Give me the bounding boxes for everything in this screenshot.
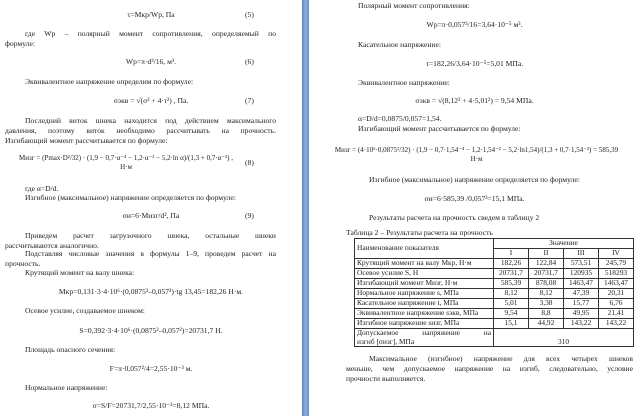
paragraph: Осевое усилие, создаваемое шнеком: xyxy=(25,306,145,315)
formula-number: (8) xyxy=(245,158,254,167)
row-value: 122,84 xyxy=(529,259,564,269)
paragraph: Эквивалентное напряжение определим по формуле: xyxy=(25,77,194,86)
table-row xyxy=(355,319,634,329)
row-value: 20731,7 xyxy=(494,269,529,279)
paragraph: где Wр – полярный момент сопротивления, определяемый по xyxy=(25,29,276,38)
paragraph: Изгибающий момент рассчитывается по формуле: xyxy=(5,136,168,145)
paragraph: Последний виток шнека находится под действием максимального xyxy=(25,116,276,125)
formula-6: Wр=π·d³/16, м³. xyxy=(125,57,177,66)
paragraph: Приведем расчет загрузочного шнека, остальные шнеки xyxy=(25,231,276,240)
row-name: Касательное напряжение t, МПа xyxy=(355,299,494,309)
paragraph: прочность. xyxy=(5,259,41,268)
formula-number: (9) xyxy=(245,211,254,220)
paragraph: Полярный момент сопротивления: xyxy=(358,1,470,10)
formula: F=π·0,057²/4=2,55·10⁻³ м. xyxy=(109,364,193,373)
row-value: 585,39 xyxy=(494,279,529,289)
paragraph: Нормальное напряжение: xyxy=(25,383,108,392)
row-value: 15,1 xyxy=(494,319,529,329)
right-page xyxy=(309,0,640,416)
paragraph: Изгибное (максимальное) напряжение определяется по формуле: xyxy=(25,193,236,202)
row-value: 8,8 xyxy=(529,309,564,319)
paragraph: Эквивалентное напряжение: xyxy=(358,78,450,87)
row-name: Изгибающий момент Mизг, Н·м xyxy=(355,279,494,289)
paragraph: Максимальное (изгибное) напряжение для всех четырех шнеков xyxy=(369,354,633,363)
formula-5: τ=Mкр/Wр, Па xyxy=(127,10,175,19)
row-value: 245,79 xyxy=(599,259,634,269)
formula: σ=S/F=20731,7/2,55·10⁻³=8,12 МПа. xyxy=(92,401,210,410)
header-name: Наименование показателя xyxy=(355,239,494,259)
formula-9: σи=6·Mизг/d², Па xyxy=(122,211,180,220)
page-separator xyxy=(302,0,309,416)
formula-8: Mизг = (Pmax·D²/32) · (1,9 − 0,7·α⁻⁴ − 1,2·α⁻² − 5,2·ln α)/(1,3 + 0,7·α⁻²) , Н·м xyxy=(19,154,233,171)
row-value: 3,38 xyxy=(529,299,564,309)
row-value: 8,12 xyxy=(529,289,564,299)
table-row xyxy=(355,279,634,289)
table-header-row xyxy=(355,239,634,249)
table-row xyxy=(355,309,634,319)
paragraph: Касательное напряжение: xyxy=(358,40,441,49)
paragraph: Результаты расчета на прочность сведем в таблицу 2 xyxy=(369,213,540,222)
paragraph: Крутящий момент на валу шнека: xyxy=(25,268,135,277)
paragraph: давления, поэтому виток необходимо рассчитывать на прочность. xyxy=(5,126,276,135)
formula: Mизг = (4·10⁶·0,0875²/32) · (1,9 − 0,7·1,54⁻⁴ − 1,2·1,54⁻² − 5,2·ln1,54)/(1,3 + 0,7·1,54⁻²) = 585,39 Н·м xyxy=(334,146,619,163)
table-row xyxy=(355,269,634,279)
row-value: 143,22 xyxy=(599,319,634,329)
results-table xyxy=(354,238,634,347)
row-value: 6,76 xyxy=(599,299,634,309)
paragraph: Изгибающий момент рассчитывается по формуле: xyxy=(358,124,521,133)
table-caption: Таблица 2 – Результаты расчета на прочность xyxy=(346,228,493,237)
row-value: 47,39 xyxy=(564,289,599,299)
paragraph: где α=D/d. xyxy=(25,184,59,193)
paragraph: рассчитываются аналогично. xyxy=(5,241,99,250)
row-value: 310 xyxy=(494,329,634,347)
row-value: 9,54 xyxy=(494,309,529,319)
row-value: 44,92 xyxy=(529,319,564,329)
row-name: Эквивалентное напряжение sэкв, МПа xyxy=(355,309,494,319)
header-col: IV xyxy=(599,249,634,259)
table-row xyxy=(355,329,634,347)
row-value: 1463,47 xyxy=(564,279,599,289)
row-value: 182,26 xyxy=(494,259,529,269)
row-value: 20,31 xyxy=(599,289,634,299)
row-value: 15,77 xyxy=(564,299,599,309)
row-name: Осевое усилие S, Н xyxy=(355,269,494,279)
formula-number: (6) xyxy=(245,57,254,66)
row-value: 8,12 xyxy=(494,289,529,299)
row-value: 49,95 xyxy=(564,309,599,319)
formula-number: (7) xyxy=(245,96,254,105)
header-col: I xyxy=(494,249,529,259)
formula: S=0,392·3·4·10⁶·(0,0875²–0,057²)=20731,7 Н. xyxy=(79,326,223,335)
formula-7: σэкв = √(σ² + 4·τ²) , Па. xyxy=(113,96,189,105)
row-name xyxy=(355,329,494,347)
paragraph: меньше, чем допускаемое напряжение на изгиб, следовательно, условие xyxy=(346,364,633,373)
formula: τ=182,26/3,64·10⁻⁵=5,01 МПа. xyxy=(425,59,524,68)
row-name-line: изгиб [σизг], МПа xyxy=(357,336,415,346)
formula: Mкр=0,131·3·4·10⁶·(0,0875³–0,057³)·tg 13,45=182,26 Н·м. xyxy=(58,287,244,296)
header-col: II xyxy=(529,249,564,259)
row-value: 21,41 xyxy=(599,309,634,319)
row-value: 518293 xyxy=(599,269,634,279)
row-name: Крутящий момент на валу Mкр, Н·м xyxy=(355,259,494,269)
paragraph: формуле: xyxy=(5,39,35,48)
formula: σэкв = √(8,12² + 4·5,01²) = 9,54 МПа. xyxy=(415,96,534,105)
formula-number: (5) xyxy=(245,10,254,19)
left-page xyxy=(0,0,302,416)
table-row xyxy=(355,289,634,299)
formula: σи=6·585,39 /0,057³=15,1 МПа. xyxy=(424,194,525,203)
table-row xyxy=(355,259,634,269)
paragraph: Изгибное (максимальное) напряжение определяется по формуле: xyxy=(369,175,580,184)
row-value: 143,22 xyxy=(564,319,599,329)
row-value: 120935 xyxy=(564,269,599,279)
row-name: Нормальное напряжение s, МПа xyxy=(355,289,494,299)
row-value: 20731,7 xyxy=(529,269,564,279)
paragraph: Площадь опасного сечения: xyxy=(25,345,116,354)
formula: Wр=π·0,057³/16=3,64·10⁻⁵ м³. xyxy=(426,20,523,29)
row-value: 1463,47 xyxy=(599,279,634,289)
paragraph: Подставляя числовые значения в формулы 1–9, проведем расчет на xyxy=(25,249,276,258)
row-name: Изгибное напряжение sизг, МПа xyxy=(355,319,494,329)
header-col: III xyxy=(564,249,599,259)
row-value: 573,51 xyxy=(564,259,599,269)
header-value: Значение xyxy=(494,239,634,249)
row-value: 5,01 xyxy=(494,299,529,309)
paragraph: α=D/d=0,0875/0,057=1,54. xyxy=(358,114,442,123)
row-value: 878,08 xyxy=(529,279,564,289)
table-row xyxy=(355,299,634,309)
paragraph: прочности выполняется. xyxy=(346,374,426,383)
row-name-line: Допускаемое напряжение на xyxy=(357,328,491,337)
